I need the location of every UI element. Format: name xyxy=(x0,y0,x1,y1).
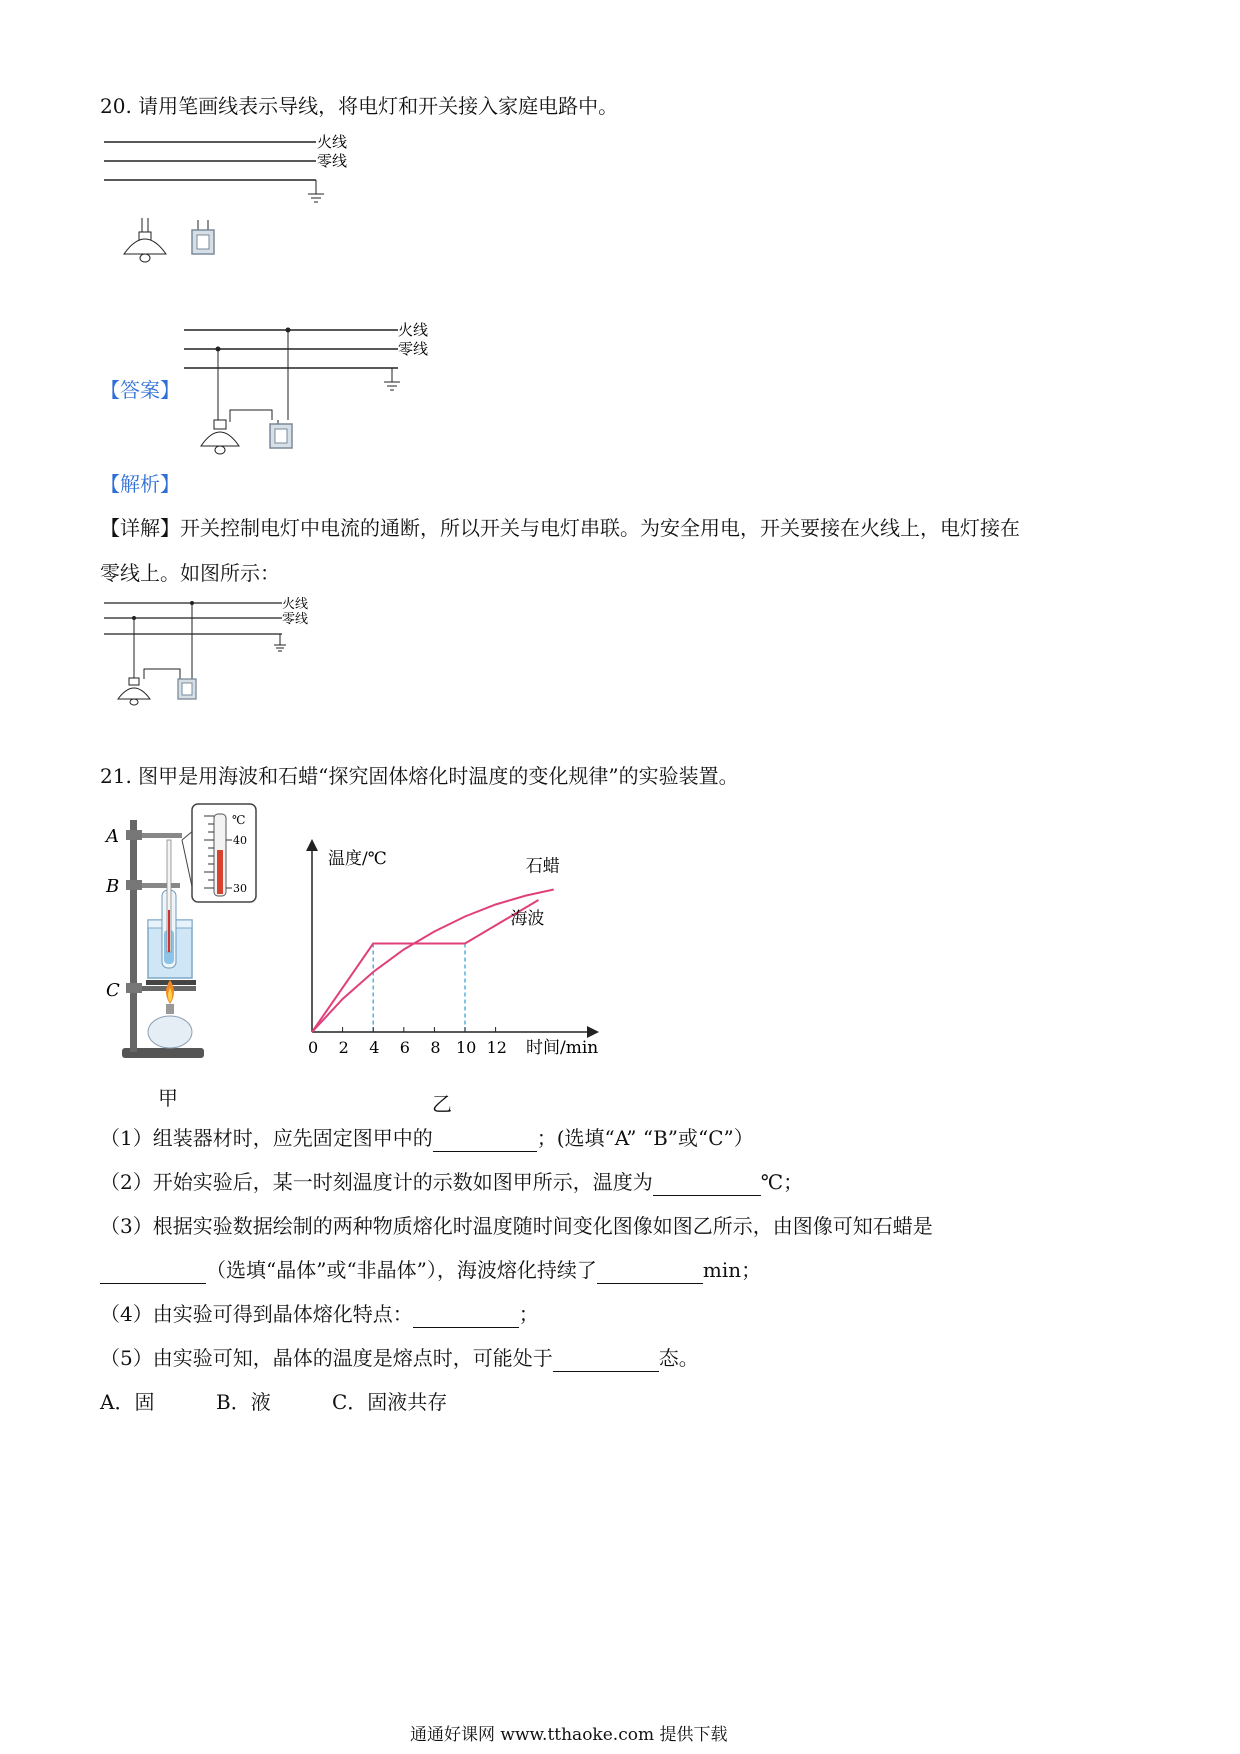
y-axis-label: 温度/℃ xyxy=(328,849,387,869)
x-tick-label: 4 xyxy=(369,1038,380,1057)
lamp-icon xyxy=(124,218,166,262)
option-c[interactable]: C．固液共存 xyxy=(332,1390,448,1414)
q3-mid: （选填“晶体”或“非晶体”），海波熔化持续了 xyxy=(206,1258,597,1282)
series-label-1: 海波 xyxy=(510,909,545,929)
q21-title: 21. 图甲是用海波和石蜡“探究固体熔化时温度的变化规律”的实验装置。 xyxy=(100,764,739,788)
live-label: 火线 xyxy=(317,133,348,151)
detail-line-2: 零线上。如图所示： xyxy=(100,561,280,585)
neutral-label: 零线 xyxy=(317,152,348,170)
detail-live-label: 火线 xyxy=(282,597,309,612)
q21-question-5 xyxy=(100,1344,699,1372)
answer-neutral-label: 零线 xyxy=(398,340,429,358)
option-a[interactable]: A．固 xyxy=(100,1390,155,1414)
q3-blank-2[interactable] xyxy=(597,1261,703,1284)
ground-symbol-icon xyxy=(308,180,324,202)
q3-tail: min； xyxy=(702,1258,762,1282)
thermo-tick-40: 40 xyxy=(233,834,247,847)
series-label-0: 石蜡 xyxy=(525,856,560,877)
q20-circuit-figure xyxy=(100,130,380,275)
q21-question-4 xyxy=(100,1300,539,1328)
label-c: C xyxy=(106,980,120,1001)
q20-detail-figure xyxy=(100,593,340,713)
x-tick-label: 0 xyxy=(308,1038,319,1057)
q5-tail: 态。 xyxy=(658,1346,699,1370)
x-tick-label: 6 xyxy=(399,1038,410,1057)
thermo-tick-30: 30 xyxy=(233,882,247,895)
answer-tag: 【答案】 xyxy=(100,378,180,402)
series-line-1 xyxy=(312,900,538,1032)
q21-question-3-line2 xyxy=(100,1256,761,1284)
detail-tag: 【详解】 xyxy=(100,516,180,540)
q1-tail: ；(选填“A” “B”或“C”） xyxy=(536,1126,754,1150)
q4-blank[interactable] xyxy=(413,1305,519,1328)
answer-lamp-icon xyxy=(201,420,239,454)
answer-live-label: 火线 xyxy=(398,321,429,339)
q1-text: （1）组装器材时，应先固定图甲中的 xyxy=(100,1126,433,1150)
option-b[interactable]: B．液 xyxy=(216,1390,271,1414)
answer-ground-symbol-icon xyxy=(384,368,400,390)
q4-tail: ； xyxy=(518,1302,539,1326)
label-b: B xyxy=(106,876,120,897)
x-tick-label: 2 xyxy=(338,1038,349,1057)
x-tick-label: 8 xyxy=(430,1038,441,1057)
q2-text: （2）开始实验后，某一时刻温度计的示数如图甲所示，温度为 xyxy=(100,1170,653,1194)
x-tick-label: 10 xyxy=(456,1038,477,1057)
q21-question-2 xyxy=(100,1168,803,1196)
q2-blank[interactable] xyxy=(653,1173,761,1196)
detail-line-1 xyxy=(100,514,1020,542)
apparatus-caption: 甲 xyxy=(158,1086,178,1110)
chart-caption: 乙 xyxy=(432,1092,452,1116)
alcohol-lamp-icon xyxy=(148,1016,192,1048)
detail-text-1: 开关控制电灯中电流的通断，所以开关与电灯串联。为安全用电，开关要接在火线上，电灯接在 xyxy=(180,516,1020,540)
label-a: A xyxy=(106,826,119,847)
q4-text: （4）由实验可得到晶体熔化特点： xyxy=(100,1302,413,1326)
thermo-unit: ℃ xyxy=(232,813,246,827)
q20-title: 20. 请用笔画线表示导线，将电灯和开关接入家庭电路中。 xyxy=(100,94,619,118)
q1-blank[interactable] xyxy=(433,1129,537,1152)
detail-switch-icon xyxy=(178,679,196,699)
temperature-time-chart xyxy=(300,830,630,1066)
q20-answer-figure xyxy=(180,318,440,463)
detail-ground-symbol-icon xyxy=(274,634,286,651)
x-axis-label: 时间/min xyxy=(526,1038,599,1058)
q5-blank[interactable] xyxy=(553,1349,659,1372)
q21-question-1 xyxy=(100,1124,754,1152)
stand-rod xyxy=(130,820,137,1052)
answer-switch-icon xyxy=(270,424,292,448)
q21-question-3-line1: （3）根据实验数据绘制的两种物质熔化时温度随时间变化图像如图乙所示，由图像可知石蜡是 xyxy=(100,1214,933,1238)
x-tick-label: 12 xyxy=(486,1038,507,1057)
switch-icon xyxy=(192,220,214,254)
detail-neutral-label: 零线 xyxy=(282,612,309,627)
q2-tail: ℃； xyxy=(760,1170,804,1194)
detail-lamp-icon xyxy=(118,678,150,705)
apparatus-figure xyxy=(100,800,300,1070)
page-footer: 通通好课网 www.tthaoke.com 提供下载 xyxy=(410,1725,728,1745)
analysis-tag: 【解析】 xyxy=(100,472,180,496)
q5-text: （5）由实验可知，晶体的温度是熔点时，可能处于 xyxy=(100,1346,553,1370)
q3-blank-1[interactable] xyxy=(100,1261,206,1284)
